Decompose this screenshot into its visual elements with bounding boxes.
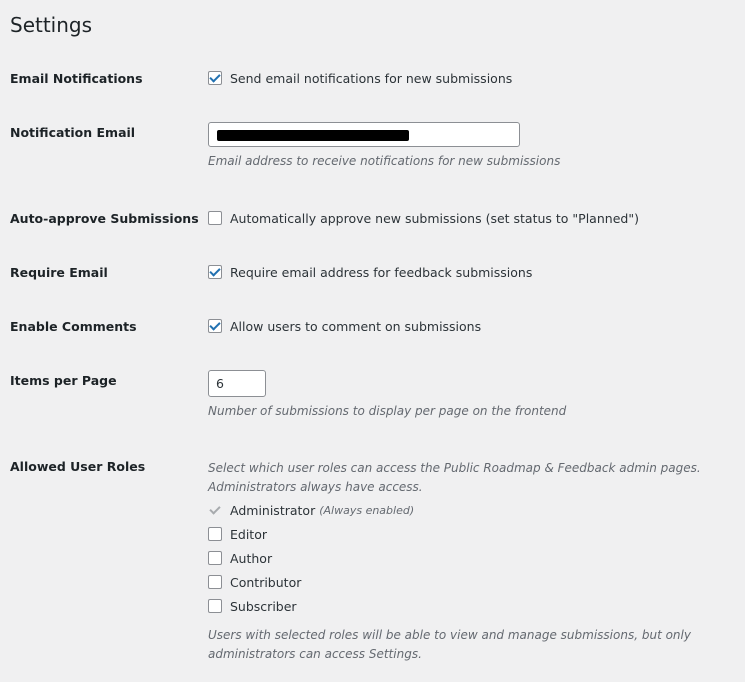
role-contributor[interactable]: [208, 572, 701, 592]
notification-email-label: Notification Email: [10, 125, 136, 140]
require-email-checkbox-label: Require email address for feedback submissions: [230, 264, 533, 280]
roles-list: [208, 500, 701, 616]
email-notifications-label: Email Notifications: [10, 71, 143, 86]
require-email-option[interactable]: [208, 262, 532, 282]
role-contributor-label: Contributor: [230, 574, 302, 590]
enable-comments-checkbox[interactable]: [208, 319, 222, 333]
role-administrator-note: (Always enabled): [319, 503, 415, 517]
email-notifications-checkbox-label: Send email notifications for new submissions: [230, 70, 513, 86]
allowed-roles-description-line1: Select which user roles can access the Public Roadmap & Feedback admin pages.: [208, 461, 701, 475]
auto-approve-checkbox-label: Automatically approve new submissions (set status to "Planned"): [230, 210, 639, 226]
items-per-page-label: Items per Page: [10, 373, 117, 388]
enable-comments-option[interactable]: [208, 316, 481, 336]
allowed-roles-footer-line1: Users with selected roles will be able to view and manage submissions, but only: [208, 628, 691, 642]
role-author-checkbox[interactable]: [208, 551, 222, 565]
role-contributor-checkbox[interactable]: [208, 575, 222, 589]
notification-email-input[interactable]: [208, 122, 520, 147]
notification-email-field: [208, 122, 560, 171]
allowed-roles-label: Allowed User Roles: [10, 459, 146, 474]
role-subscriber-label: Subscriber: [230, 598, 297, 614]
page-title: Settings: [10, 13, 93, 37]
allowed-roles-footer-line2: administrators can access Settings.: [208, 647, 422, 661]
email-notifications-field: [208, 68, 512, 88]
redacted-email-value: [217, 130, 409, 141]
require-email-checkbox[interactable]: [208, 265, 222, 279]
enable-comments-checkbox-label: Allow users to comment on submissions: [230, 318, 482, 334]
role-editor-checkbox[interactable]: [208, 527, 222, 541]
email-notifications-checkbox[interactable]: [208, 71, 222, 85]
enable-comments-label: Enable Comments: [10, 319, 137, 334]
role-author-label: Author: [230, 550, 273, 566]
role-editor-label: Editor: [230, 526, 267, 542]
role-subscriber-checkbox[interactable]: [208, 599, 222, 613]
role-author[interactable]: [208, 548, 701, 568]
auto-approve-option[interactable]: [208, 208, 639, 228]
auto-approve-checkbox[interactable]: [208, 211, 222, 225]
role-editor[interactable]: [208, 524, 701, 544]
items-per-page-input[interactable]: 6: [208, 370, 266, 397]
items-per-page-field: [208, 370, 566, 421]
require-email-label: Require Email: [10, 265, 108, 280]
items-per-page-description: Number of submissions to display per page on the frontend: [208, 404, 567, 418]
allowed-roles-description-line2: Administrators always have access.: [208, 480, 423, 494]
require-email-field: [208, 262, 532, 282]
notification-email-description: Email address to receive notifications for new submissions: [208, 154, 561, 168]
allowed-roles-field: [208, 459, 701, 664]
role-subscriber[interactable]: [208, 596, 701, 616]
role-administrator-label: Administrator: [230, 502, 316, 518]
email-notifications-option[interactable]: [208, 68, 512, 88]
role-administrator-checkbox: [208, 503, 222, 517]
role-administrator: [208, 500, 701, 520]
auto-approve-field: [208, 208, 639, 228]
enable-comments-field: [208, 316, 481, 336]
auto-approve-label: Auto-approve Submissions: [10, 211, 199, 226]
